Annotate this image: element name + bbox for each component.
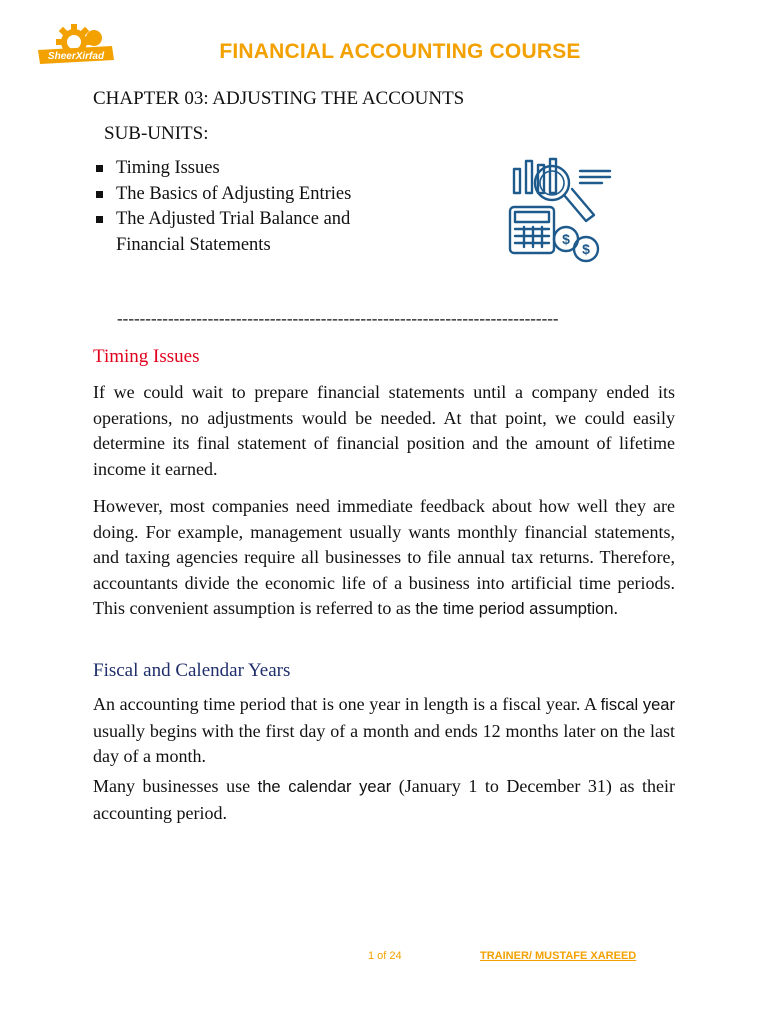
key-term: the calendar year: [257, 778, 392, 796]
page-number: [368, 950, 402, 962]
paragraph: [93, 774, 675, 826]
paragraph-text: .: [613, 598, 619, 618]
paragraph: [93, 692, 675, 770]
paragraph: If we could wait to prepare financial statements until a company ended its operations, no adjustments would be needed. At that point, we could easily determine its final statement of financial position and the amount of lifetime income it earned.: [93, 382, 675, 479]
subunit-label: The Basics of Adjusting Entries: [116, 183, 352, 204]
subunit-label-continued: Financial Statements: [116, 234, 271, 255]
sheerxirfad-logo: [36, 20, 116, 76]
financial-analysis-icon: [504, 157, 616, 265]
key-term: the time period assumption: [415, 600, 614, 618]
subunits-title: SUB-UNITS:: [104, 123, 209, 144]
page-total: of 24: [374, 950, 402, 962]
bullet-icon: [96, 191, 103, 198]
subunit-label: The Adjusted Trial Balance and: [116, 209, 351, 229]
section-divider: ------------------------------------------------------------------------------: [117, 309, 559, 328]
svg-text:$: $: [582, 241, 590, 257]
bullet-icon: [96, 165, 103, 172]
paragraph-text: Many businesses use: [93, 776, 258, 796]
key-term: fiscal year: [600, 696, 675, 714]
section-heading-fiscal-calendar-years: Fiscal and Calendar Years: [93, 660, 291, 681]
chapter-title: CHAPTER 03: ADJUSTING THE ACCOUNTS: [93, 88, 465, 109]
subunit-label: Timing Issues: [116, 158, 220, 178]
subunit-item: [93, 207, 393, 258]
subunit-item: [93, 156, 393, 182]
section-heading-timing-issues: Timing Issues: [93, 346, 200, 367]
subunit-item: [93, 182, 393, 208]
bullet-icon: [96, 216, 103, 223]
paragraph-text: An accounting time period that is one year in length is a fiscal year. A: [93, 694, 601, 714]
logo-text: SheerXirfad: [47, 51, 105, 62]
trainer-name: TRAINER/ MUSTAFE XAREED: [480, 950, 637, 962]
paragraph-text: usually begins with the first day of a month and ends 12 months later on the last day of a month.: [93, 720, 675, 766]
svg-text:$: $: [562, 231, 570, 247]
paragraph-text: (January 1 to December 31) as their accounting period.: [93, 776, 675, 823]
page-current: 1: [368, 950, 375, 962]
subunit-list: [93, 156, 393, 258]
paragraph: [93, 494, 675, 623]
course-title: FINANCIAL ACCOUNTING COURSE: [219, 40, 581, 63]
paragraph-text: However, most companies need immediate feedback about how well they are doing. For example, management usually wants monthly financial statements, and taxing agencies require all businesses to file annual tax returns. Therefore, accountants divide the economic life of a business into artificial time periods. This convenient assumption is referred to as: [93, 496, 675, 618]
